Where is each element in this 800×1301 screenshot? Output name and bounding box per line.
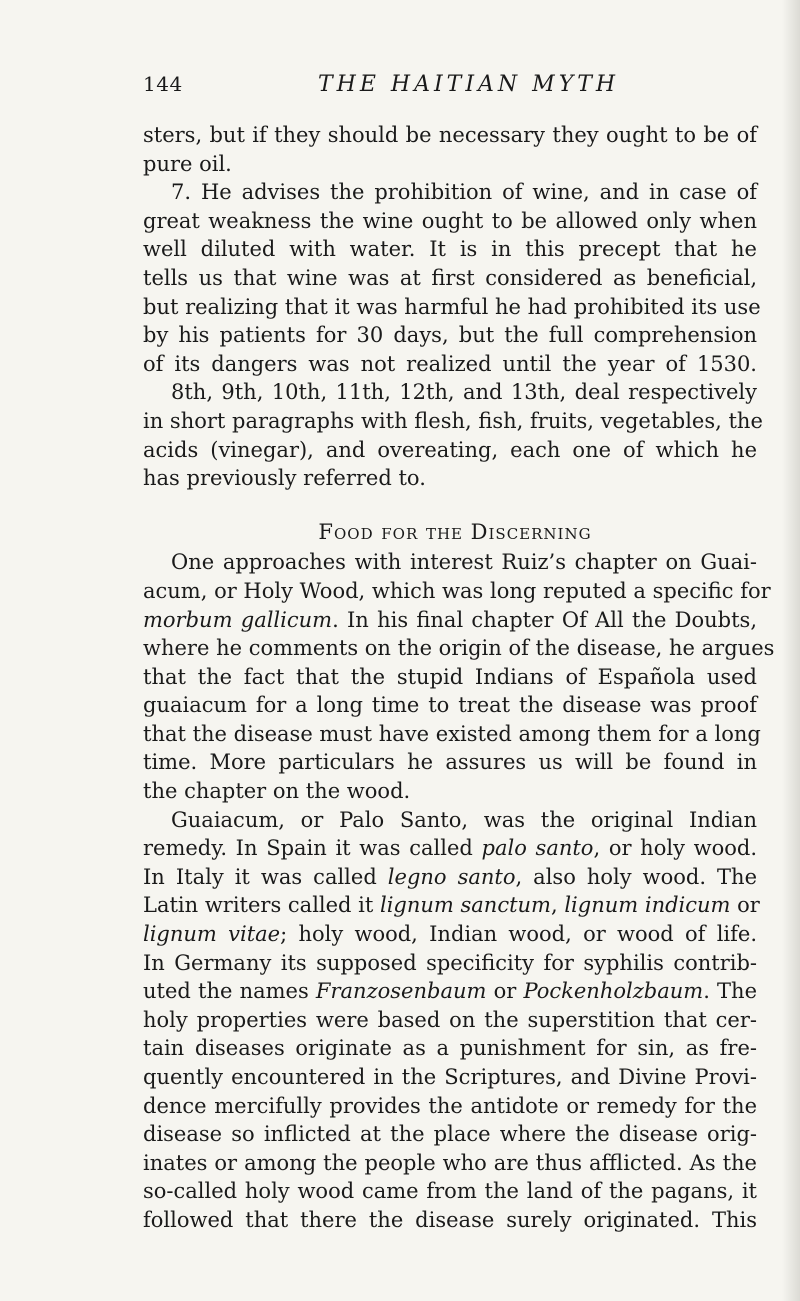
text-line: One approaches with interest Ruiz’s chapter on Guai- <box>171 550 757 575</box>
text-run: or <box>730 893 760 918</box>
text-line: of its dangers was not realized until the year of 1530. <box>143 351 757 376</box>
text-line: but realizing that it was harmful he had prohibited its use <box>143 294 761 319</box>
paragraph-3 <box>143 378 763 492</box>
text-line: that the fact that the stupid Indians of Española used <box>143 664 757 689</box>
italic-term: lignum indicum <box>564 893 731 918</box>
paragraph-1 <box>143 121 757 178</box>
text-line: quently encountered in the Scriptures, and Divine Provi- <box>143 1065 757 1089</box>
italic-term: morbum gallicum <box>143 607 333 632</box>
text-line: tells us that wine was at first considered as beneficial, <box>143 265 757 290</box>
italic-term: Franzosenbaum <box>315 979 487 1004</box>
text-line: sters, but if they should be necessary they ought to be of <box>143 123 757 147</box>
paragraph-2 <box>143 178 761 378</box>
text-run: or <box>486 979 524 1004</box>
text-line <box>143 891 760 920</box>
text-line: in short paragraphs with flesh, fish, fruits, vegetables, the <box>143 408 763 433</box>
text-line: so-called holy wood came from the land of the pagans, it <box>143 1179 757 1204</box>
text-run: , also holy wood. The <box>515 864 757 889</box>
page-number: 144 <box>143 72 183 96</box>
text-line <box>143 834 757 863</box>
text-line: holy properties were based on the superstition that cer- <box>143 1007 757 1032</box>
text-line: time. More particulars he assures us will be found in <box>143 750 757 775</box>
text-line: where he comments on the origin of the disease, he argues <box>143 636 775 661</box>
page-header <box>0 66 800 106</box>
italic-term: lignum sanctum <box>380 893 551 918</box>
text-line: In Germany its supposed specificity for syphilis contrib- <box>143 950 757 975</box>
italic-term: legno santo <box>387 864 516 889</box>
text-line: by his patients for 30 days, but the full comprehension <box>143 323 757 348</box>
text-line: the chapter on the wood. <box>143 779 411 804</box>
text-run: , or holy wood. <box>593 836 757 861</box>
text-line: dence mercifully provides the antidote or remedy for the <box>143 1093 757 1118</box>
text-line: Guaiacum, or Palo Santo, was the original Indian <box>171 807 757 832</box>
text-line: 7. He advises the prohibition of wine, and in case of <box>171 180 757 205</box>
text-line: acids (vinegar), and overeating, each one of which he <box>143 437 757 462</box>
text-line: guaiacum for a long time to treat the disease was proof <box>143 693 757 718</box>
running-title: THE HAITIAN MYTH <box>318 72 620 97</box>
text-line <box>143 977 757 1006</box>
italic-term: Pockenholzbaum <box>523 979 704 1004</box>
text-run: . The <box>703 979 757 1004</box>
text-line: 8th, 9th, 10th, 11th, 12th, and 13th, deal respectively <box>171 380 757 405</box>
text-line: great weakness the wine ought to be allowed only when <box>143 208 757 233</box>
text-line: well diluted with water. It is in this precept that he <box>143 237 757 262</box>
text-run: ; holy wood, Indian wood, or wood of life. <box>280 922 758 947</box>
text-line <box>143 863 757 892</box>
text-run: remedy. In Spain it was called <box>143 836 482 861</box>
text-line: inates or among the people who are thus afflicted. As the <box>143 1150 757 1175</box>
italic-term: palo santo <box>481 836 594 861</box>
text-line: tain diseases originate as a punishment for sin, as fre- <box>143 1036 757 1061</box>
paragraph-4 <box>143 548 775 805</box>
page-edge-shadow <box>782 0 800 1301</box>
body-text <box>143 121 775 1235</box>
text-line: disease so inflicted at the place where the disease orig- <box>143 1122 757 1147</box>
text-line <box>143 920 757 949</box>
text-line: acum, or Holy Wood, which was long reputed a specific for <box>143 578 771 603</box>
section-heading: Food for the Discerning <box>318 519 592 544</box>
text-line <box>143 606 757 635</box>
italic-term: lignum vitae <box>143 922 281 947</box>
text-run: In Italy it was called <box>143 864 388 889</box>
text-line: that the disease must have existed among them for a long <box>143 721 761 746</box>
text-run: uted the names <box>143 979 316 1004</box>
text-line: pure oil. <box>143 151 232 176</box>
text-line: has previously referred to. <box>143 466 426 491</box>
paragraph-5 <box>143 806 760 1235</box>
text-run: , <box>550 893 565 918</box>
text-line: followed that there the disease surely originated. This <box>143 1207 757 1232</box>
text-run: . In his final chapter Of All the Doubts, <box>332 607 757 632</box>
text-run: Latin writers called it <box>143 893 380 918</box>
